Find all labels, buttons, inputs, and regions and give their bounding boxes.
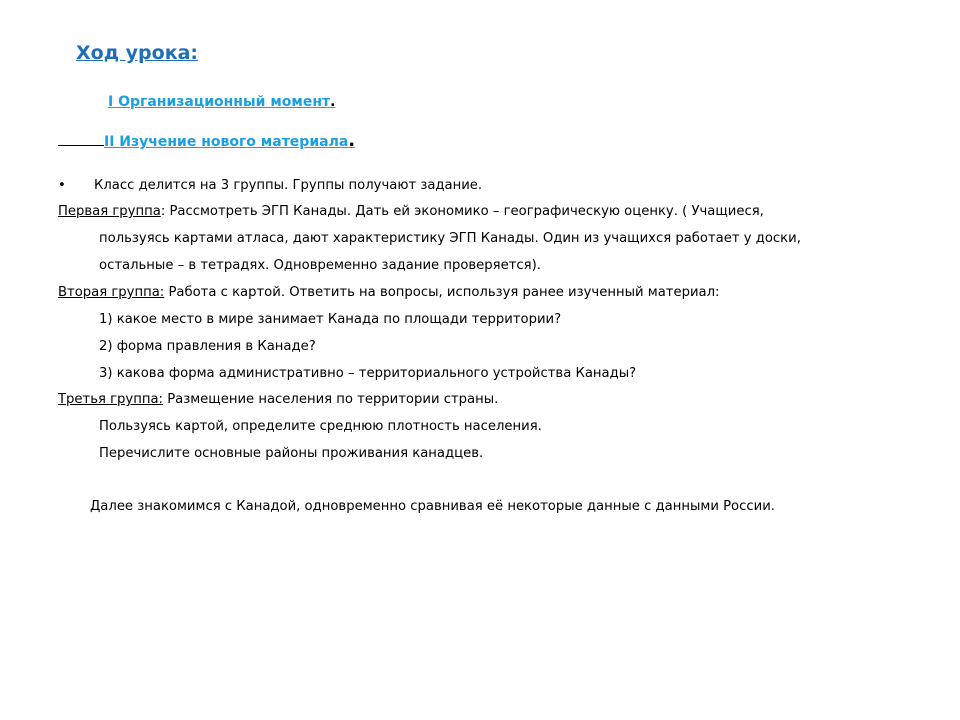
closing-text: Далее знакомимся с Канадой, одновременно сравнивая её некоторые данные с данными России. (90, 499, 775, 514)
group1-line2: пользуясь картами атласа, дают характеристику ЭГП Канады. Один из учащихся работает у доски, (99, 231, 801, 246)
group2-question3: 3) какова форма административно – территориального устройства Канады? (99, 366, 637, 381)
group1-text1: : Рассмотреть ЭГП Канады. Дать ей экономико – географическую оценку. ( Учащиеся, (160, 204, 764, 219)
section-new-material (58, 130, 355, 151)
bullet-icon: • (58, 178, 66, 193)
group1-label: Первая группа (58, 204, 161, 219)
group3-label: Третья группа: (58, 392, 163, 407)
section2-label: II Изучение нового материала (104, 134, 349, 150)
group3-line3: Перечислите основные районы проживания канадцев. (99, 446, 484, 461)
section1-label: I Организационный момент (108, 94, 331, 110)
group2-question2: 2) форма правления в Канаде? (99, 339, 316, 354)
group3-line1 (58, 391, 498, 409)
group2-label: Вторая группа: (58, 285, 165, 300)
group3-line2: Пользуясь картой, определите среднюю плотность населения. (99, 419, 542, 434)
group1-line1 (58, 203, 764, 221)
group2-line1 (58, 284, 719, 302)
bullet-text: Класс делится на 3 группы. Группы получают задание. (94, 178, 483, 193)
section2-period: . (348, 130, 356, 151)
underline-leader (58, 132, 104, 146)
group3-text1: Размещение населения по территории страны. (163, 392, 499, 407)
section-organizational-moment (108, 94, 335, 110)
group2-text1: Работа с картой. Ответить на вопросы, используя ранее изученный материал: (164, 285, 720, 300)
section1-period: . (330, 94, 336, 110)
group1-line3: остальные – в тетрадях. Одновременно задание проверяется). (99, 258, 541, 273)
bullet-line (58, 177, 482, 195)
group2-question1: 1) какое место в мире занимает Канада по площади территории? (99, 312, 562, 327)
slide-title: Ход урока: (76, 42, 199, 64)
